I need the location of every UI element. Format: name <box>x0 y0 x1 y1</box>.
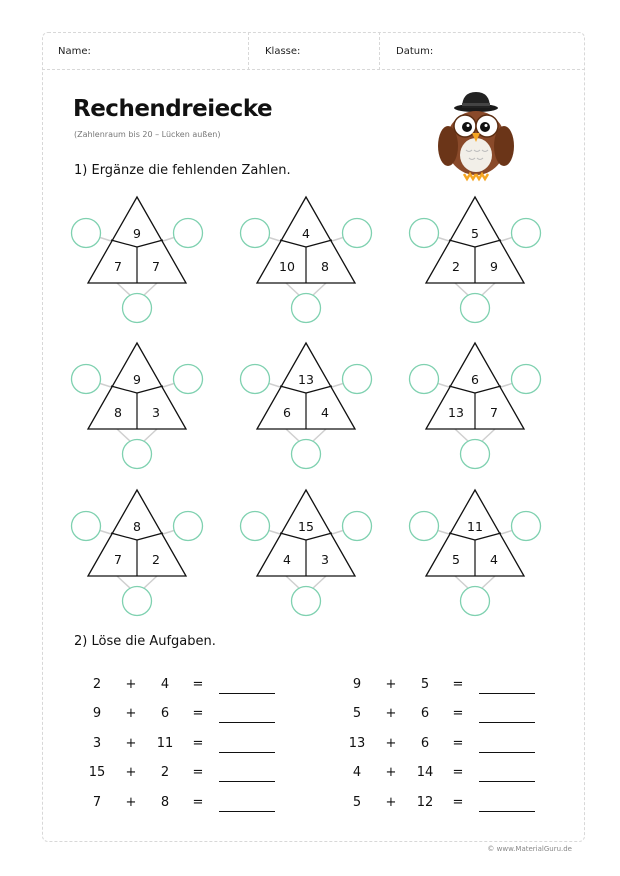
triangle-number-left: 2 <box>452 259 460 274</box>
answer-circle-bottom[interactable] <box>461 587 490 616</box>
footer-copyright: © www.MaterialGuru.de <box>487 845 572 853</box>
answer-circle-right[interactable] <box>343 512 372 541</box>
answer-blank[interactable] <box>479 752 535 753</box>
triangle-number-left: 10 <box>279 259 295 274</box>
exercise-operand: 11 <box>156 736 174 751</box>
answer-circle-left[interactable] <box>241 219 270 248</box>
connector-line <box>312 429 326 442</box>
exercise-operand: 5 <box>352 795 362 810</box>
number-triangle <box>395 189 555 324</box>
answer-circle-bottom[interactable] <box>461 440 490 469</box>
exercise-operand: 9 <box>352 677 362 692</box>
answer-blank[interactable] <box>219 722 275 723</box>
triangle-number-left: 6 <box>283 405 291 420</box>
triangle-number-right: 4 <box>490 552 498 567</box>
answer-circle-right[interactable] <box>343 219 372 248</box>
connector-line <box>455 429 469 442</box>
triangle-number-top: 11 <box>467 519 483 534</box>
number-triangle <box>57 482 217 617</box>
exercise-operand: 15 <box>88 765 106 780</box>
exercise-operand: 14 <box>416 765 434 780</box>
exercise-operand: 13 <box>348 736 366 751</box>
exercise-operator: + <box>125 765 137 780</box>
exercise-operand: 4 <box>352 765 362 780</box>
connector-line <box>117 429 131 442</box>
connector-line <box>143 429 157 442</box>
class-label: Klasse: <box>265 46 301 57</box>
triangle-number-top: 9 <box>133 372 141 387</box>
number-triangle <box>226 482 386 617</box>
triangle-number-top: 9 <box>133 226 141 241</box>
answer-circle-bottom[interactable] <box>292 440 321 469</box>
exercise-operator: + <box>385 795 397 810</box>
number-triangle <box>57 335 217 470</box>
number-triangle <box>226 189 386 324</box>
triangle-number-right: 9 <box>490 259 498 274</box>
answer-blank[interactable] <box>479 811 535 812</box>
exercise-operand: 8 <box>160 795 170 810</box>
exercise-equals: = <box>192 765 204 780</box>
connector-line <box>455 576 469 589</box>
connector-line <box>455 283 469 296</box>
connector-line <box>286 576 300 589</box>
exercise-operand: 6 <box>420 706 430 721</box>
triangle-number-top: 5 <box>471 226 479 241</box>
triangle-number-top: 15 <box>298 519 314 534</box>
triangle-number-left: 7 <box>114 259 122 274</box>
answer-circle-right[interactable] <box>174 219 203 248</box>
answer-blank[interactable] <box>219 781 275 782</box>
answer-circle-right[interactable] <box>512 219 541 248</box>
answer-circle-right[interactable] <box>174 365 203 394</box>
section-2-heading: 2) Löse die Aufgaben. <box>74 634 216 649</box>
connector-line <box>481 283 495 296</box>
answer-blank[interactable] <box>479 693 535 694</box>
exercise-equals: = <box>192 706 204 721</box>
answer-circle-left[interactable] <box>72 512 101 541</box>
connector-line <box>312 283 326 296</box>
class-field[interactable] <box>248 32 379 70</box>
exercise-operand: 2 <box>92 677 102 692</box>
exercise-operand: 5 <box>352 706 362 721</box>
name-field[interactable] <box>42 32 248 70</box>
exercise-equals: = <box>452 736 464 751</box>
triangle-number-right: 4 <box>321 405 329 420</box>
exercise-operand: 6 <box>420 736 430 751</box>
name-label: Name: <box>58 46 91 57</box>
exercise-operator: + <box>125 706 137 721</box>
triangle-number-left: 7 <box>114 552 122 567</box>
answer-circle-bottom[interactable] <box>292 294 321 323</box>
exercise-equals: = <box>452 765 464 780</box>
exercise-equals: = <box>192 736 204 751</box>
triangle-number-left: 8 <box>114 405 122 420</box>
exercise-operator: + <box>385 736 397 751</box>
number-triangle <box>395 482 555 617</box>
answer-circle-left[interactable] <box>72 219 101 248</box>
connector-line <box>481 429 495 442</box>
answer-circle-left[interactable] <box>410 365 439 394</box>
exercise-operator: + <box>385 677 397 692</box>
number-triangle <box>395 335 555 470</box>
answer-circle-left[interactable] <box>410 219 439 248</box>
answer-circle-right[interactable] <box>512 365 541 394</box>
answer-circle-left[interactable] <box>410 512 439 541</box>
triangle-number-top: 4 <box>302 226 310 241</box>
exercise-equals: = <box>452 706 464 721</box>
connector-line <box>143 283 157 296</box>
answer-circle-bottom[interactable] <box>123 440 152 469</box>
connector-line <box>481 576 495 589</box>
date-field[interactable] <box>379 32 585 70</box>
answer-circle-right[interactable] <box>512 512 541 541</box>
answer-circle-left[interactable] <box>241 365 270 394</box>
header-bar <box>42 32 585 70</box>
exercise-equals: = <box>452 795 464 810</box>
answer-blank[interactable] <box>219 811 275 812</box>
triangle-number-top: 13 <box>298 372 314 387</box>
owl-illustration <box>436 88 516 183</box>
exercise-operand: 7 <box>92 795 102 810</box>
exercise-operator: + <box>125 736 137 751</box>
triangle-number-right: 3 <box>152 405 160 420</box>
answer-circle-bottom[interactable] <box>461 294 490 323</box>
exercise-operand: 12 <box>416 795 434 810</box>
exercise-equals: = <box>192 677 204 692</box>
answer-circle-bottom[interactable] <box>123 294 152 323</box>
exercise-operand: 2 <box>160 765 170 780</box>
triangle-number-right: 7 <box>152 259 160 274</box>
page-title: Rechendreiecke <box>73 96 273 122</box>
exercise-operand: 6 <box>160 706 170 721</box>
answer-blank[interactable] <box>219 693 275 694</box>
connector-line <box>117 283 131 296</box>
connector-line <box>312 576 326 589</box>
exercise-equals: = <box>192 795 204 810</box>
exercise-operand: 5 <box>420 677 430 692</box>
exercise-operator: + <box>125 795 137 810</box>
connector-line <box>117 576 131 589</box>
connector-line <box>286 429 300 442</box>
answer-circle-bottom[interactable] <box>292 587 321 616</box>
exercise-operator: + <box>385 706 397 721</box>
answer-circle-right[interactable] <box>343 365 372 394</box>
triangle-number-left: 4 <box>283 552 291 567</box>
answer-circle-bottom[interactable] <box>123 587 152 616</box>
exercise-operand: 4 <box>160 677 170 692</box>
triangle-number-top: 8 <box>133 519 141 534</box>
number-triangle <box>57 189 217 324</box>
triangle-number-right: 7 <box>490 405 498 420</box>
answer-circle-left[interactable] <box>72 365 101 394</box>
answer-blank[interactable] <box>219 752 275 753</box>
answer-blank[interactable] <box>479 722 535 723</box>
triangle-number-top: 6 <box>471 372 479 387</box>
exercise-operand: 9 <box>92 706 102 721</box>
section-1-heading: 1) Ergänze die fehlenden Zahlen. <box>74 163 291 178</box>
triangle-number-right: 3 <box>321 552 329 567</box>
connector-line <box>143 576 157 589</box>
exercise-operator: + <box>385 765 397 780</box>
triangle-number-right: 8 <box>321 259 329 274</box>
triangle-number-left: 5 <box>452 552 460 567</box>
page-subtitle: (Zahlenraum bis 20 – Lücken außen) <box>74 130 221 139</box>
answer-blank[interactable] <box>479 781 535 782</box>
triangle-number-left: 13 <box>448 405 464 420</box>
number-triangle <box>226 335 386 470</box>
triangle-number-right: 2 <box>152 552 160 567</box>
exercise-equals: = <box>452 677 464 692</box>
connector-line <box>286 283 300 296</box>
date-label: Datum: <box>396 46 434 57</box>
exercise-operand: 3 <box>92 736 102 751</box>
answer-circle-right[interactable] <box>174 512 203 541</box>
exercise-operator: + <box>125 677 137 692</box>
answer-circle-left[interactable] <box>241 512 270 541</box>
